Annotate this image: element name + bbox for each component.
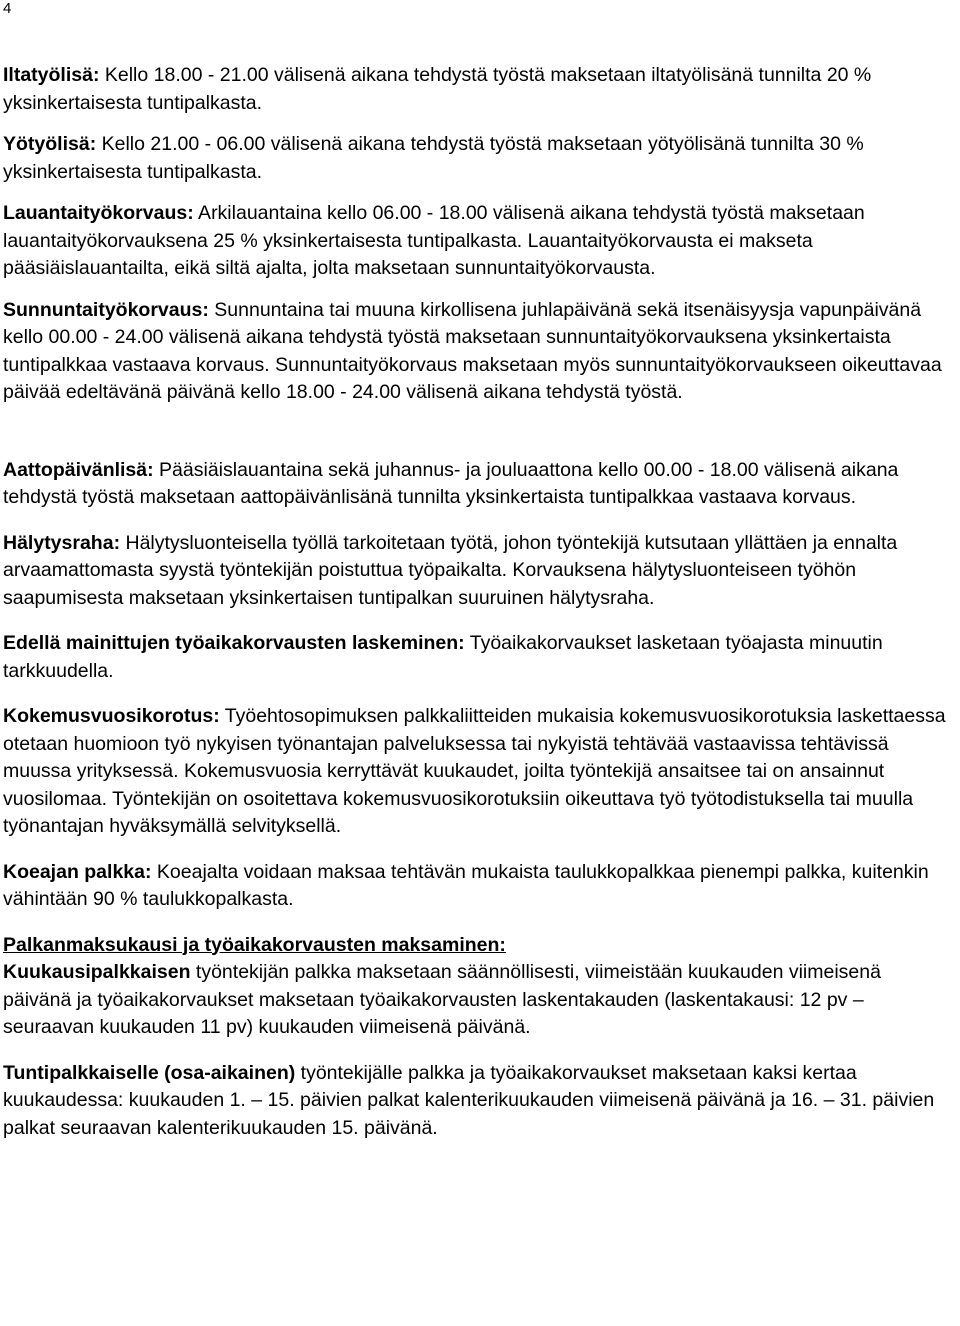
term-kuukausipalkkaisen: Kuukausipalkkaisen	[3, 961, 191, 983]
text-halytysraha: Hälytysluonteisella työllä tarkoitetaan työtä, johon työntekijä kutsutaan yllättäen ja ennalta arvaamattomasta syystä työntekijän poistuttua työpaikalta. Korvauksena hälytysluonteiseen työhön saapumisesta maksetaan yksinkertaisen tuntipalkan suuruinen hälytysraha.	[3, 531, 898, 609]
page-number: 4	[3, 0, 12, 17]
term-lauantaityokorvaus: Lauantaityökorvaus:	[3, 202, 194, 224]
text-kokemusvuosikorotus: Työehtosopimuksen palkkaliitteiden mukaisia kokemusvuosikorotuksia laskettaessa otetaan huomioon työ nykyisen työnantajan palveluksessa tai nykyistä tehtävää vastaavissa tehtävissä muussa yrityksessä. Kokemusvuosia kerryttävät kuukaudet, joilta työntekijä ansaitsee tai on ansainnut vuosilomaa. Työntekijän on osoitettava kokemusvuosikorotuksiin oikeuttava työ työtodistuksella tai muulla työnantajan hyväksymällä selvityksellä.	[3, 705, 946, 837]
text-iltatyolisa: Kello 18.00 - 21.00 välisenä aikana tehdystä työstä maksetaan iltatyölisänä tunnilta 20 % yksinkertaisesta tuntipalkasta.	[3, 64, 872, 114]
term-iltatyolisa: Iltatyölisä:	[3, 64, 100, 86]
paragraph-aattopaivanlisa	[3, 457, 953, 512]
paragraph-iltatyolisa	[3, 62, 953, 117]
paragraph-yotyolisa	[3, 131, 953, 186]
paragraph-palkanmaksukausi	[3, 932, 953, 1042]
text-lauantaityokorvaus: Arkilauantaina kello 06.00 - 18.00 välisenä aikana tehdystä työstä maksetaan lauantaityökorvauksena 25 % yksinkertaisesta tuntipalkasta. Lauantaityökorvausta ei makseta pääsiäislauantailta, eikä siltä ajalta, jolta maksetaan sunnuntaityökorvausta.	[3, 202, 865, 279]
text-koeajan-palkka: Koeajalta voidaan maksaa tehtävän mukaista taulukkopalkkaa pienempi palkka, kuitenkin vähintään 90 % taulukkopalkasta.	[3, 860, 929, 910]
term-koeajan-palkka: Koeajan palkka:	[3, 860, 152, 883]
text-aattopaivanlisa: Pääsiäislauantaina sekä juhannus- ja jouluaattona kello 00.00 - 18.00 välisenä aikana tehdystä työstä maksetaan aattopäivänlisänä tunnilta yksinkertaista tuntipalkkaa vastaava korvaus.	[3, 458, 899, 508]
paragraph-koeajan-palkka	[3, 859, 953, 914]
term-yotyolisa: Yötyölisä:	[3, 133, 97, 155]
term-kokemusvuosikorotus: Kokemusvuosikorotus:	[3, 705, 220, 727]
paragraph-laskeminen	[3, 630, 953, 685]
paragraph-lauantaityokorvaus	[3, 200, 953, 283]
text-yotyolisa: Kello 21.00 - 06.00 välisenä aikana tehdystä työstä maksetaan yötyölisänä tunnilta 30 % yksinkertaisesta tuntipalkasta.	[3, 133, 864, 183]
paragraph-sunnuntaityokorvaus	[3, 297, 953, 407]
term-aattopaivanlisa: Aattopäivänlisä:	[3, 458, 154, 481]
paragraph-tuntipalkkaiselle	[3, 1060, 953, 1143]
paragraph-halytysraha	[3, 530, 953, 613]
text-laskeminen: Työaikakorvaukset lasketaan työajasta minuutin tarkkuudella.	[3, 632, 883, 682]
term-halytysraha: Hälytysraha:	[3, 531, 121, 554]
paragraph-kokemusvuosikorotus	[3, 703, 953, 841]
term-tuntipalkkaiselle: Tuntipalkkaiselle (osa-aikainen)	[3, 1061, 296, 1084]
term-sunnuntaityokorvaus: Sunnuntaityökorvaus:	[3, 298, 209, 321]
text-kuukausipalkkaisen: työntekijän palkka maksetaan säännöllisesti, viimeistään kuukauden viimeisenä päivänä ja työaikakorvaukset maksetaan työaikakorvausten laskentakauden (laskentakausi: 12 pv – seuraavan kuukauden 11 pv) kuukauden viimeisenä päivänä.	[3, 961, 881, 1038]
term-laskeminen: Edellä mainittujen työaikakorvausten laskeminen:	[3, 632, 465, 654]
heading-palkanmaksukausi: Palkanmaksukausi ja työaikakorvausten maksaminen:	[3, 933, 506, 956]
text-tuntipalkkaiselle: työntekijälle palkka ja työaikakorvaukset maksetaan kaksi kertaa kuukaudessa: kuukauden 1. – 15. päivien palkat kalenterikuukauden viimeisenä päivänä ja 16. – 31. päivien palkat seuraavan kalenterikuukauden 15. päivänä.	[3, 1061, 935, 1139]
document-body	[3, 62, 953, 1142]
text-sunnuntaityokorvaus: Sunnuntaina tai muuna kirkollisena juhlapäivänä sekä itsenäisyysja vapunpäivänä kello 00.00 - 24.00 välisenä aikana tehdystä työstä maksetaan sunnuntaityökorvauksena yksinkertaista tuntipalkkaa vastaava korvaus. Sunnuntaityökorvaus maksetaan myös sunnuntaityökorvaukseen oikeuttavaa päivää edeltävänä päivänä kello 18.00 - 24.00 välisenä aikana tehdystä työstä.	[3, 298, 942, 403]
